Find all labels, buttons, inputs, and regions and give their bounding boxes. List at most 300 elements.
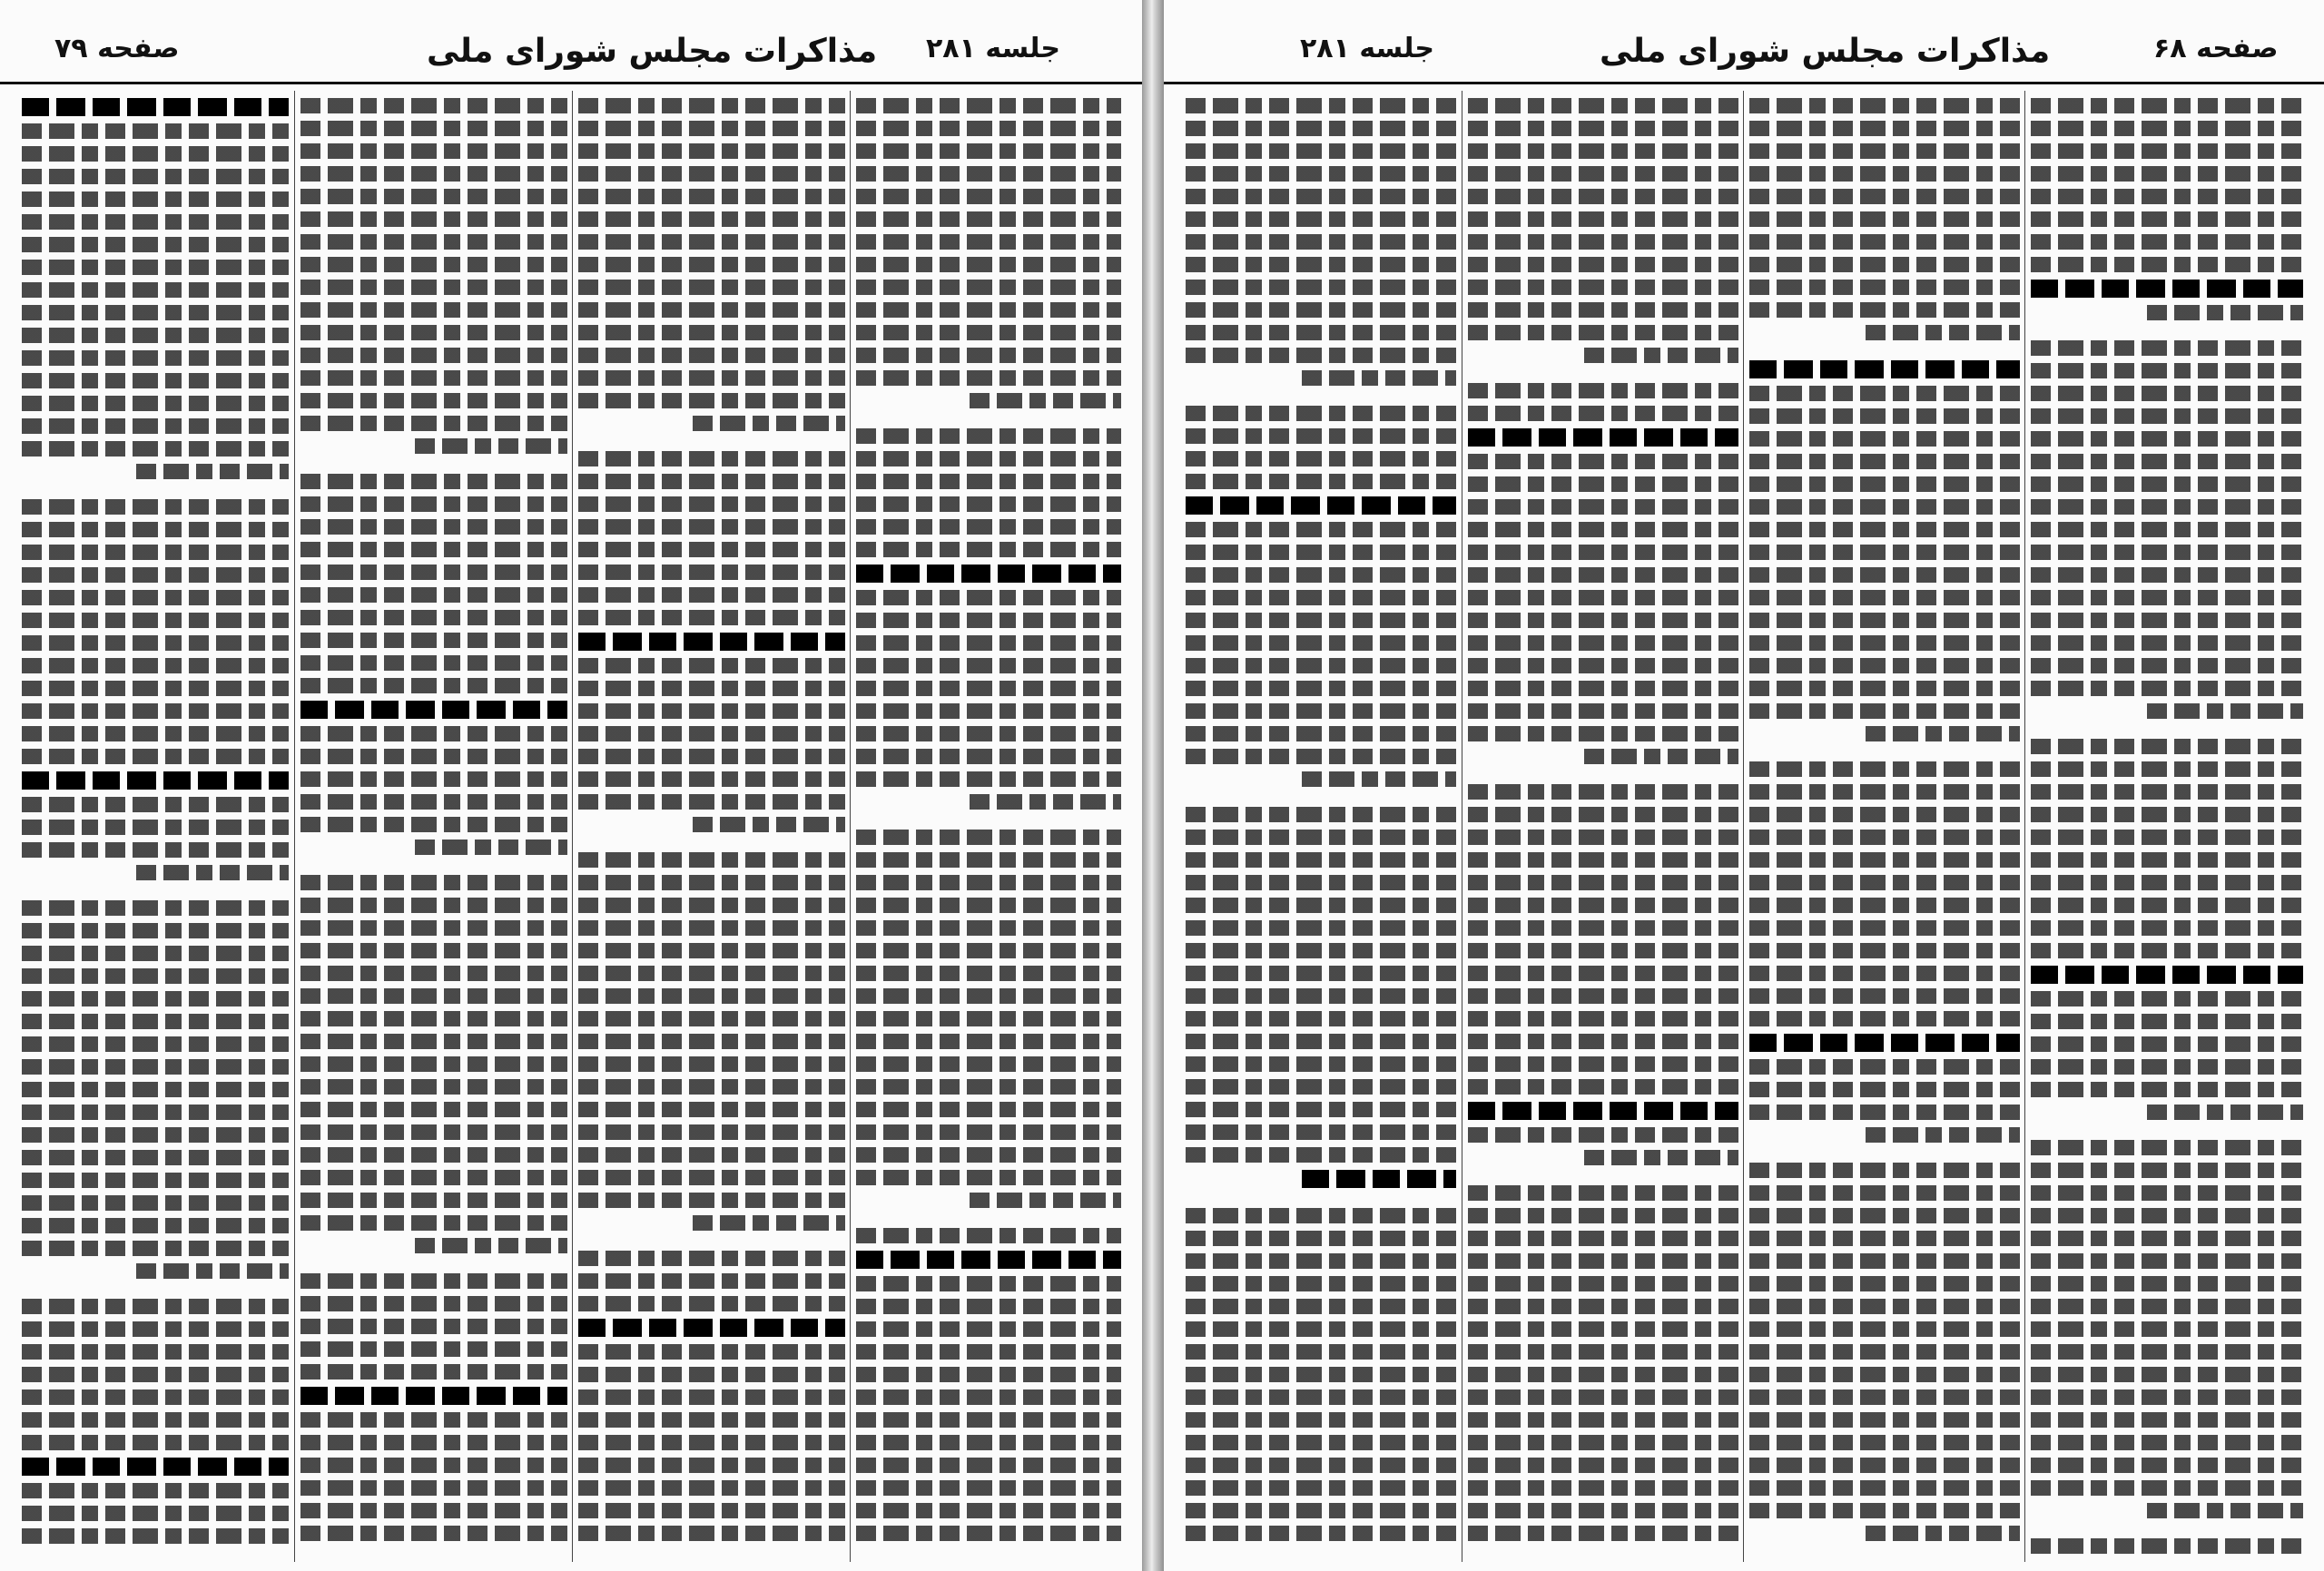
text-line-placeholder: [1468, 1367, 1738, 1382]
text-line-placeholder: [300, 121, 567, 136]
text-line-placeholder: [856, 1389, 1121, 1405]
text-line-placeholder: [300, 234, 567, 250]
text-line-placeholder: [1749, 613, 2020, 628]
text-line-placeholder: [2031, 852, 2303, 868]
paragraph-gap: [851, 408, 1127, 421]
text-line-placeholder: [300, 1193, 567, 1208]
text-line-placeholder: [1468, 1231, 1738, 1246]
text-line-placeholder: [1749, 1344, 2020, 1360]
text-line-placeholder: [1186, 1034, 1456, 1049]
text-line-placeholder: [1749, 635, 2020, 651]
text-line-placeholder: [1186, 1299, 1456, 1314]
text-line-placeholder: [578, 988, 845, 1004]
text-line-placeholder: [578, 1296, 845, 1311]
text-line-placeholder: [856, 121, 1121, 136]
text-line-placeholder: [856, 875, 1121, 890]
text-line-placeholder: [2031, 943, 2303, 958]
text-line-placeholder: [300, 393, 567, 408]
text-line-placeholder: [1866, 1526, 2021, 1541]
text-line-placeholder: [856, 681, 1121, 696]
text-line-placeholder: [1749, 1231, 2020, 1246]
text-line-placeholder: [1186, 1056, 1456, 1072]
text-line-placeholder: [1468, 545, 1738, 560]
paragraph-gap: [2025, 719, 2309, 731]
text-line-placeholder: [300, 1526, 567, 1541]
text-line-placeholder: [1749, 431, 2020, 447]
text-line-placeholder: [578, 325, 845, 340]
text-line-placeholder: [2031, 257, 2303, 272]
text-line-placeholder: [1186, 966, 1456, 981]
text-line-placeholder: [1749, 1253, 2020, 1269]
text-line-placeholder: [1468, 499, 1738, 515]
text-line-placeholder: [856, 703, 1121, 719]
text-line-placeholder: [1749, 1435, 2020, 1450]
text-line-placeholder: [22, 328, 289, 343]
text-line-placeholder: [22, 146, 289, 162]
text-line-placeholder: [22, 1299, 289, 1314]
text-line-placeholder: [2031, 875, 2303, 890]
text-line-placeholder: [22, 237, 289, 252]
text-line-placeholder: [2031, 363, 2303, 378]
text-line-placeholder: [2031, 1185, 2303, 1201]
text-line-placeholder: [578, 370, 845, 386]
text-line-placeholder: [1186, 1389, 1456, 1405]
text-line-placeholder: [22, 396, 289, 411]
text-line-placeholder: [300, 898, 567, 913]
text-line-placeholder: [2031, 807, 2303, 822]
text-line-placeholder: [22, 214, 289, 230]
text-line-placeholder: [1468, 1503, 1738, 1518]
text-line-placeholder: [1468, 325, 1738, 340]
text-line-placeholder: [1468, 784, 1738, 800]
text-line-placeholder: [2031, 1059, 2303, 1075]
text-line-placeholder: [1468, 143, 1738, 159]
text-line-placeholder: [856, 590, 1121, 605]
text-line-placeholder: [2147, 305, 2303, 320]
text-line-placeholder: [578, 681, 845, 696]
text-line-placeholder: [578, 1193, 845, 1208]
text-line-placeholder: [1186, 348, 1456, 363]
text-line-placeholder: [22, 1059, 289, 1075]
text-line-placeholder: [1749, 703, 2020, 719]
left-header-title: مذاکرات مجلس شورای ملی: [427, 33, 878, 70]
text-line-placeholder: [1749, 302, 2020, 318]
text-line-placeholder: [856, 1102, 1121, 1117]
text-line-placeholder: [2031, 920, 2303, 936]
right-header-title: مذاکرات مجلس شورای ملی: [1600, 33, 2051, 70]
text-line-placeholder: [1749, 966, 2020, 981]
text-line-placeholder: [1186, 1458, 1456, 1473]
text-line-placeholder: [856, 988, 1121, 1004]
text-line-placeholder: [1749, 1458, 2020, 1473]
text-line-placeholder: [22, 1036, 289, 1052]
text-line-placeholder: [2031, 567, 2303, 583]
text-line-placeholder: [1186, 567, 1456, 583]
text-line-placeholder: [1302, 370, 1457, 386]
text-line-placeholder: [970, 393, 1121, 408]
text-line-placeholder: [1186, 1102, 1456, 1117]
text-line-placeholder: [578, 1273, 845, 1289]
text-line-placeholder: [2031, 658, 2303, 673]
text-line-placeholder: [300, 416, 567, 431]
text-line-placeholder: [2031, 1231, 2303, 1246]
text-line-placeholder: [856, 1321, 1121, 1337]
left-column-3: [294, 91, 573, 1562]
right-column-4: [1180, 91, 1462, 1562]
text-line-placeholder: [1186, 1503, 1456, 1518]
text-line-placeholder: [1468, 1127, 1738, 1143]
text-line-placeholder: [1186, 474, 1456, 489]
text-line-placeholder: [300, 302, 567, 318]
text-line-placeholder: [2031, 966, 2303, 984]
text-line-placeholder: [578, 794, 845, 810]
text-line-placeholder: [300, 726, 567, 741]
text-line-placeholder: [856, 830, 1121, 845]
text-line-placeholder: [856, 1228, 1121, 1243]
text-line-placeholder: [1468, 1458, 1738, 1473]
text-line-placeholder: [300, 817, 567, 832]
paragraph-gap: [16, 880, 294, 893]
paragraph-gap: [1180, 1188, 1462, 1201]
text-line-placeholder: [578, 280, 845, 295]
text-line-placeholder: [2031, 340, 2303, 356]
text-line-placeholder: [1186, 406, 1456, 421]
text-line-placeholder: [1468, 406, 1738, 421]
text-line-placeholder: [578, 1147, 845, 1163]
text-line-placeholder: [578, 1011, 845, 1026]
text-line-placeholder: [693, 416, 845, 431]
text-line-placeholder: [578, 451, 845, 466]
text-line-placeholder: [856, 496, 1121, 512]
text-line-placeholder: [1468, 852, 1738, 868]
text-line-placeholder: [1468, 302, 1738, 318]
text-line-placeholder: [2031, 211, 2303, 227]
text-line-placeholder: [300, 920, 567, 936]
text-line-placeholder: [22, 1195, 289, 1211]
text-line-placeholder: [1749, 1011, 2020, 1026]
text-line-placeholder: [1186, 496, 1456, 515]
text-line-placeholder: [2147, 1105, 2303, 1120]
text-line-placeholder: [1749, 98, 2020, 113]
text-line-placeholder: [300, 325, 567, 340]
text-line-placeholder: [300, 166, 567, 182]
text-line-placeholder: [300, 1458, 567, 1473]
text-line-placeholder: [856, 1170, 1121, 1185]
text-line-placeholder: [578, 211, 845, 227]
text-line-placeholder: [856, 565, 1121, 583]
text-line-placeholder: [1749, 807, 2020, 822]
text-line-placeholder: [2031, 898, 2303, 913]
paragraph-gap: [295, 454, 573, 466]
text-line-placeholder: [856, 1034, 1121, 1049]
text-line-placeholder: [22, 1389, 289, 1405]
text-line-placeholder: [300, 189, 567, 204]
text-line-placeholder: [578, 1503, 845, 1518]
text-line-placeholder: [1186, 635, 1456, 651]
text-line-placeholder: [22, 771, 289, 790]
text-line-placeholder: [856, 1344, 1121, 1360]
paragraph-gap: [295, 1253, 573, 1266]
text-line-placeholder: [2031, 408, 2303, 424]
text-line-placeholder: [2031, 681, 2303, 696]
text-line-placeholder: [856, 1276, 1121, 1291]
text-line-placeholder: [2031, 499, 2303, 515]
text-line-placeholder: [856, 1147, 1121, 1163]
text-line-placeholder: [578, 1056, 845, 1072]
text-line-placeholder: [22, 1321, 289, 1337]
text-line-placeholder: [1468, 1079, 1738, 1095]
text-line-placeholder: [578, 98, 845, 113]
text-line-placeholder: [1749, 1059, 2020, 1075]
text-line-placeholder: [2031, 635, 2303, 651]
text-line-placeholder: [1468, 1344, 1738, 1360]
text-line-placeholder: [1186, 1480, 1456, 1496]
text-line-placeholder: [22, 797, 289, 812]
text-line-placeholder: [2031, 234, 2303, 250]
text-line-placeholder: [1468, 428, 1738, 447]
text-line-placeholder: [2031, 1538, 2303, 1554]
text-line-placeholder: [22, 282, 289, 298]
left-column-1: [850, 91, 1127, 1562]
text-line-placeholder: [22, 946, 289, 961]
text-line-placeholder: [2031, 613, 2303, 628]
text-line-placeholder: [578, 542, 845, 557]
text-line-placeholder: [2031, 431, 2303, 447]
text-line-placeholder: [22, 842, 289, 858]
text-line-placeholder: [1468, 257, 1738, 272]
text-line-placeholder: [578, 943, 845, 958]
paragraph-gap: [2025, 1120, 2309, 1133]
text-line-placeholder: [1186, 807, 1456, 822]
text-line-placeholder: [693, 1215, 845, 1231]
text-line-placeholder: [1468, 1102, 1738, 1120]
text-line-placeholder: [300, 1296, 567, 1311]
paragraph-gap: [851, 1208, 1127, 1221]
text-line-placeholder: [693, 817, 845, 832]
right-page: [1164, 0, 2324, 1571]
text-line-placeholder: [578, 121, 845, 136]
text-line-placeholder: [2031, 1458, 2303, 1473]
text-line-placeholder: [1749, 681, 2020, 696]
text-line-placeholder: [1749, 211, 2020, 227]
text-line-placeholder: [1749, 898, 2020, 913]
text-line-placeholder: [1866, 325, 2021, 340]
text-line-placeholder: [856, 1251, 1121, 1269]
text-line-placeholder: [22, 1412, 289, 1428]
text-line-placeholder: [2031, 1253, 2303, 1269]
text-line-placeholder: [578, 726, 845, 741]
text-line-placeholder: [1468, 1276, 1738, 1291]
text-line-placeholder: [1749, 545, 2020, 560]
text-line-placeholder: [300, 1079, 567, 1095]
text-line-placeholder: [1749, 943, 2020, 958]
text-line-placeholder: [2031, 280, 2303, 298]
text-line-placeholder: [1186, 257, 1456, 272]
right-column-3: [1462, 91, 1744, 1562]
text-line-placeholder: [300, 280, 567, 295]
text-line-placeholder: [1749, 1208, 2020, 1223]
text-line-placeholder: [856, 613, 1121, 628]
text-line-placeholder: [22, 1483, 289, 1498]
text-line-placeholder: [1749, 988, 2020, 1004]
text-line-placeholder: [1468, 1435, 1738, 1450]
text-line-placeholder: [2031, 991, 2303, 1006]
book-gutter: [1142, 0, 1164, 1571]
text-line-placeholder: [2031, 1208, 2303, 1223]
text-line-placeholder: [22, 1105, 289, 1120]
text-line-placeholder: [856, 166, 1121, 182]
text-line-placeholder: [1468, 875, 1738, 890]
text-line-placeholder: [1186, 875, 1456, 890]
text-line-placeholder: [22, 613, 289, 628]
text-line-placeholder: [1749, 121, 2020, 136]
text-line-placeholder: [578, 587, 845, 603]
text-line-placeholder: [1468, 988, 1738, 1004]
text-line-placeholder: [300, 943, 567, 958]
text-line-placeholder: [856, 189, 1121, 204]
text-line-placeholder: [22, 658, 289, 673]
paragraph-gap: [1462, 363, 1744, 376]
text-line-placeholder: [856, 1480, 1121, 1496]
paragraph-gap: [1462, 1165, 1744, 1178]
text-line-placeholder: [22, 1173, 289, 1188]
text-line-placeholder: [300, 519, 567, 535]
text-line-placeholder: [578, 143, 845, 159]
text-line-placeholder: [1749, 408, 2020, 424]
text-line-placeholder: [1468, 1208, 1738, 1223]
text-line-placeholder: [1749, 784, 2020, 800]
text-line-placeholder: [300, 496, 567, 512]
text-line-placeholder: [300, 875, 567, 890]
text-line-placeholder: [1749, 1034, 2020, 1052]
text-line-placeholder: [22, 1082, 289, 1097]
text-line-placeholder: [1186, 703, 1456, 719]
text-line-placeholder: [578, 1034, 845, 1049]
text-line-placeholder: [300, 1319, 567, 1334]
text-line-placeholder: [1468, 98, 1738, 113]
text-line-placeholder: [300, 257, 567, 272]
text-line-placeholder: [578, 519, 845, 535]
text-line-placeholder: [578, 633, 845, 651]
paragraph-gap: [16, 1279, 294, 1291]
text-line-placeholder: [856, 726, 1121, 741]
text-line-placeholder: [300, 1124, 567, 1140]
text-line-placeholder: [1186, 211, 1456, 227]
text-line-placeholder: [578, 610, 845, 625]
text-line-placeholder: [578, 920, 845, 936]
text-line-placeholder: [578, 565, 845, 580]
text-line-placeholder: [578, 1170, 845, 1185]
text-line-placeholder: [1186, 234, 1456, 250]
text-line-placeholder: [22, 1367, 289, 1382]
text-line-placeholder: [1186, 166, 1456, 182]
text-line-placeholder: [1749, 920, 2020, 936]
text-line-placeholder: [136, 464, 289, 479]
text-line-placeholder: [1468, 943, 1738, 958]
text-line-placeholder: [1186, 1011, 1456, 1026]
text-line-placeholder: [2031, 1140, 2303, 1155]
text-line-placeholder: [1749, 1276, 2020, 1291]
text-line-placeholder: [1749, 166, 2020, 182]
text-line-placeholder: [1468, 454, 1738, 469]
text-line-placeholder: [22, 590, 289, 605]
text-line-placeholder: [22, 373, 289, 388]
text-line-placeholder: [1749, 234, 2020, 250]
text-line-placeholder: [136, 865, 289, 880]
text-line-placeholder: [22, 305, 289, 320]
left-column-2: [572, 91, 851, 1562]
text-line-placeholder: [578, 1458, 845, 1473]
text-line-placeholder: [1749, 189, 2020, 204]
text-line-placeholder: [578, 703, 845, 719]
text-line-placeholder: [300, 1170, 567, 1185]
left-page-columns: [16, 91, 1126, 1562]
paragraph-gap: [851, 810, 1127, 822]
text-line-placeholder: [856, 280, 1121, 295]
text-line-placeholder: [1186, 280, 1456, 295]
text-line-placeholder: [856, 943, 1121, 958]
text-line-placeholder: [578, 749, 845, 764]
text-line-placeholder: [856, 1079, 1121, 1095]
text-line-placeholder: [1186, 1231, 1456, 1246]
text-line-placeholder: [300, 370, 567, 386]
text-line-placeholder: [300, 1480, 567, 1496]
text-line-placeholder: [1749, 1163, 2020, 1178]
text-line-placeholder: [1468, 590, 1738, 605]
text-line-placeholder: [856, 1124, 1121, 1140]
text-line-placeholder: [1186, 143, 1456, 159]
text-line-placeholder: [1468, 1480, 1738, 1496]
text-line-placeholder: [1749, 761, 2020, 777]
text-line-placeholder: [1468, 613, 1738, 628]
text-line-placeholder: [1468, 121, 1738, 136]
text-line-placeholder: [856, 1299, 1121, 1314]
text-line-placeholder: [22, 1150, 289, 1165]
text-line-placeholder: [856, 451, 1121, 466]
text-line-placeholder: [22, 191, 289, 207]
text-line-placeholder: [2031, 476, 2303, 492]
right-page-number: صفحه ۶۸: [2153, 33, 2279, 64]
text-line-placeholder: [578, 496, 845, 512]
text-line-placeholder: [856, 325, 1121, 340]
text-line-placeholder: [2031, 1163, 2303, 1178]
text-line-placeholder: [1749, 499, 2020, 515]
text-line-placeholder: [1468, 476, 1738, 492]
text-line-placeholder: [1749, 1389, 2020, 1405]
text-line-placeholder: [22, 1127, 289, 1143]
text-line-placeholder: [1749, 590, 2020, 605]
text-line-placeholder: [300, 1273, 567, 1289]
text-line-placeholder: [578, 658, 845, 673]
text-line-placeholder: [1749, 852, 2020, 868]
text-line-placeholder: [578, 1412, 845, 1428]
text-line-placeholder: [1468, 807, 1738, 822]
text-line-placeholder: [1186, 830, 1456, 845]
text-line-placeholder: [1186, 1526, 1456, 1541]
text-line-placeholder: [300, 966, 567, 981]
text-line-placeholder: [1468, 635, 1738, 651]
text-line-placeholder: [970, 1193, 1121, 1208]
text-line-placeholder: [1749, 360, 2020, 378]
text-line-placeholder: [1186, 1367, 1456, 1382]
text-line-placeholder: [22, 820, 289, 835]
text-line-placeholder: [1468, 189, 1738, 204]
text-line-placeholder: [1302, 1170, 1457, 1188]
text-line-placeholder: [1186, 1208, 1456, 1223]
left-page-number: صفحه ۷۹: [54, 33, 180, 64]
text-line-placeholder: [1468, 830, 1738, 845]
text-line-placeholder: [856, 1056, 1121, 1072]
